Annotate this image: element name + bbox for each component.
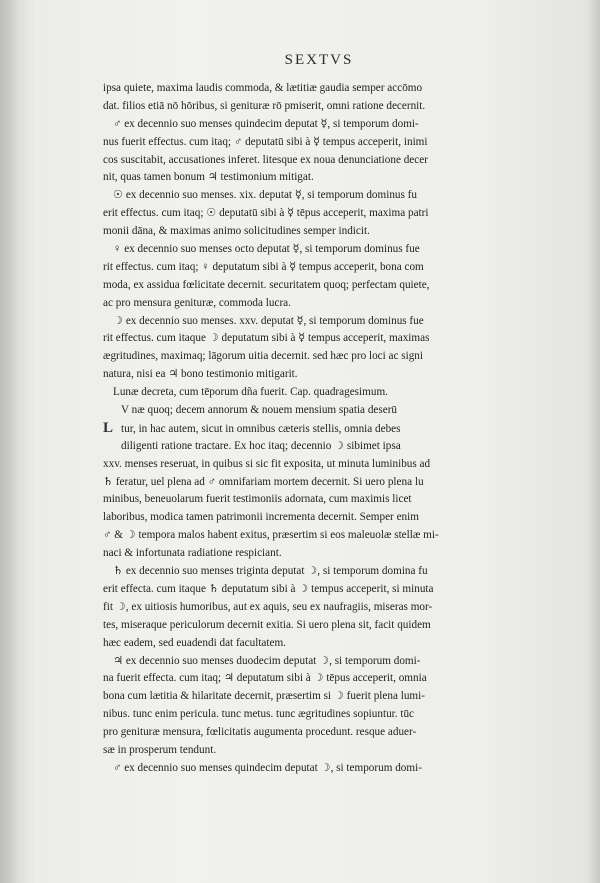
text-line [103, 98, 441, 116]
line-text: cos suscitabit, accusationes inferet. litesque ex noua denunciatione decer [103, 153, 428, 166]
text-line [103, 706, 441, 724]
text-line [103, 295, 441, 313]
text-line [103, 348, 441, 366]
line-text: minibus, beneuolarum fuerit testimoniis adornata, cum maximis licet [103, 493, 412, 506]
line-text: V næ quoq; decem annorum & nouem mensium spatia deserū [121, 404, 398, 417]
text-line [103, 402, 441, 420]
line-text: ♀ ex decennio suo menses octo deputat ☿, si temporum dominus fue [113, 243, 420, 256]
line-text: pro genituræ mensura, fœlicitatis augumenta procedunt. resque aduer- [103, 726, 417, 739]
line-text: sæ in prosperum tendunt. [103, 743, 217, 756]
text-line [103, 330, 441, 348]
line-text: hæc eadem, sed euadendi dat facultatem. [103, 636, 286, 649]
text-line [103, 187, 441, 205]
text-line [103, 670, 441, 688]
text-line [103, 223, 441, 241]
text-line [103, 545, 441, 563]
line-text: ♄ ex decennio suo menses triginta deputat ☽, si temporum domina fu [113, 565, 428, 578]
text-line [103, 688, 441, 706]
text-line [103, 80, 441, 98]
text-line [103, 742, 441, 760]
text-line [103, 277, 441, 295]
text-line [103, 169, 441, 187]
line-text: Lunæ decreta, cum tēporum dña fuerit. Cap. quadragesimum. [113, 386, 388, 399]
line-text: tur, in hac autem, sicut in omnibus cæteris stellis, omnia debes [121, 422, 401, 435]
line-text: ♄ feratur, uel plena ad ♂ omnifariam mortem decernit. Si uero plena lu [103, 475, 424, 488]
line-text: moda, ex assidua fœlicitate decernit. securitatem quoq; perfectam quiete, [103, 278, 430, 291]
line-text: dat. filios etiā nō hōribus, si genituræ rō pmiserit, omni ratione decernit. [103, 99, 426, 112]
text-line [103, 420, 441, 438]
line-text: ægritudines, maximaq; lāgorum uitia decernit. sed hæc pro loci ac signi [103, 350, 424, 363]
drop-capital: L [103, 419, 114, 436]
text-line [103, 563, 441, 581]
text-line [103, 313, 441, 331]
line-text: nit, quas tamen bonum ♃ testimonium mitigat. [103, 171, 314, 184]
text-line [103, 509, 441, 527]
page-gutter-shadow [0, 0, 18, 883]
line-text: ☉ ex decennio suo menses. xix. deputat ☿, si temporum dominus fu [113, 189, 417, 202]
line-text: ☽ ex decennio suo menses. xxv. deputat ☿, si temporum dominus fue [113, 314, 424, 327]
line-text: diligenti ratione tractare. Ex hoc itaq; decennio ☽ sibimet ipsa [121, 439, 401, 452]
text-line [103, 635, 441, 653]
text-line [103, 116, 441, 134]
line-text: ♂ ex decennio suo menses quindecim deputat ☽, si temporum domi- [113, 761, 422, 774]
text-line [103, 527, 441, 545]
text-line [103, 384, 441, 402]
text-line [103, 134, 441, 152]
text-line [103, 581, 441, 599]
line-text: laboribus, modica tamen patrimonii incrementa decernit. Semper enim [103, 511, 419, 524]
line-text: fit ☽, ex uitiosis humoribus, aut ex aquis, seu ex naufragiis, miseras mor- [103, 600, 433, 613]
text-line [103, 653, 441, 671]
text-line [103, 438, 441, 456]
text-line [103, 724, 441, 742]
text-line [103, 760, 441, 778]
text-line [103, 599, 441, 617]
line-text: ac pro mensura genituræ, commoda lucra. [103, 296, 291, 309]
line-text: erit effecta. cum itaque ♄ deputatum sibi à ☽ tempus acceperit, si minuta [103, 582, 434, 595]
text-line [103, 456, 441, 474]
text-line [103, 366, 441, 384]
line-text: ♃ ex decennio suo menses duodecim deputat ☽, si temporum domi- [113, 654, 421, 667]
line-text: tes, miseraque periculorum decernit exitia. Si uero plena sit, facit quidem [103, 618, 431, 631]
text-line [103, 152, 441, 170]
page-edge-shadow [586, 0, 600, 883]
line-text: rit effectus. cum itaq; ♀ deputatum sibi à ☿ tempus acceperit, bona com [103, 260, 424, 273]
running-header: SEXTVS [284, 52, 354, 68]
line-text: ♂ ex decennio suo menses quindecim deputat ☿, si temporum domi- [113, 117, 419, 130]
line-text: rit effectus. cum itaque ☽ deputatum sibi à ☿ tempus acceperit, maximas [103, 332, 430, 345]
text-line [103, 491, 441, 509]
line-text: bona cum lætitia & hilaritate decernit, præsertim si ☽ fuerit plena lumi- [103, 690, 425, 703]
line-text: na fuerit effecta. cum itaq; ♃ deputatum sibi à ☽ tēpus acceperit, omnia [103, 672, 427, 685]
line-text: naci & infortunata radiatione respiciant. [103, 547, 282, 560]
line-text: erit effectus. cum itaq; ☉ deputatū sibi à ☿ tēpus acceperit, maxima patri [103, 207, 429, 220]
text-line [103, 474, 441, 492]
line-text: ♂ & ☽ tempora malos habent exitus, præsertim si eos maleuolæ stellæ mi- [103, 529, 439, 542]
body-text [103, 80, 441, 778]
text-line [103, 241, 441, 259]
line-text: nus fuerit effectus. cum itaq; ♂ deputatū sibi à ☿ tempus acceperit, inimi [103, 135, 428, 148]
line-text: natura, nisi ea ♃ bono testimonio mitigarit. [103, 368, 298, 381]
line-text: monii dāna, & maximas animo solicitudines semper indicit. [103, 225, 370, 238]
line-text: ipsa quiete, maxima laudis commoda, & lætitiæ gaudia semper accōmo [103, 82, 423, 94]
text-line [103, 259, 441, 277]
text-line [103, 205, 441, 223]
line-text: xxv. menses reseruat, in quibus si sic fit exposita, ut minuta luminibus ad [103, 457, 431, 470]
text-line [103, 617, 441, 635]
line-text: nibus. tunc enim pericula. tunc metus. tunc ægritudines sopiuntur. tūc [103, 708, 415, 721]
